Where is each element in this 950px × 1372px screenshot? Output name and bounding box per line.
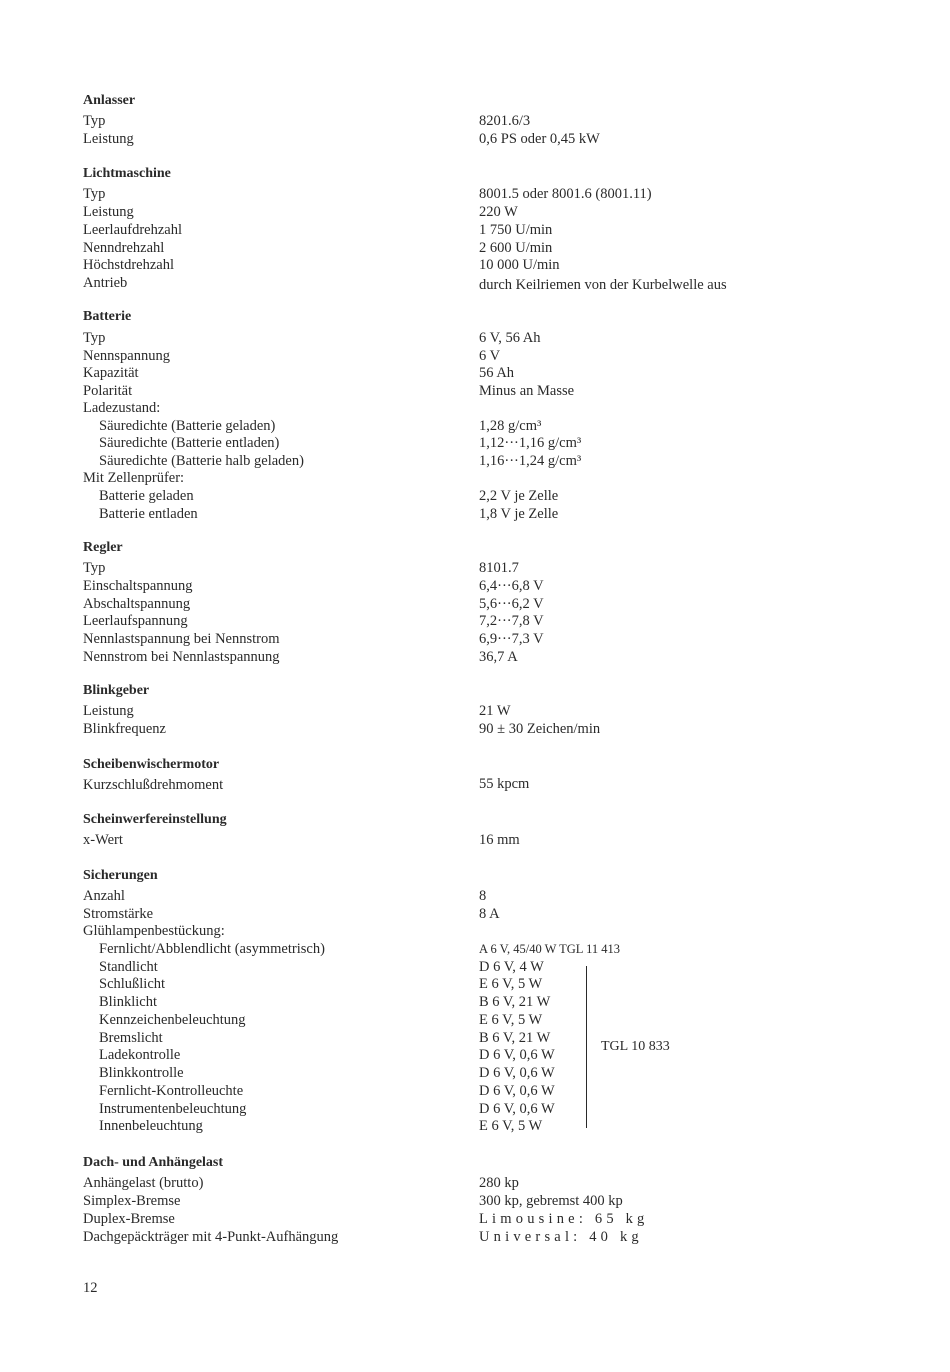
spec-label: Typ	[83, 330, 106, 346]
spec-value: Minus an Masse	[479, 383, 575, 399]
spec-value: 1,12···1,16 g/cm³	[479, 435, 582, 451]
spec-label: Glühlampenbestückung:	[83, 923, 225, 939]
section-title-anlasser: Anlasser	[83, 93, 136, 108]
spec-label: Stromstärke	[83, 906, 154, 922]
spec-value: 6 V	[479, 348, 501, 364]
page-number: 12	[83, 1280, 98, 1296]
section-title-lichtmaschine: Lichtmaschine	[83, 166, 171, 181]
spec-value: 6 V, 56 Ah	[479, 330, 541, 346]
spec-label: Säuredichte (Batterie geladen)	[99, 418, 276, 434]
spec-value: 8 A	[479, 906, 500, 922]
spec-label: Nennlastspannung bei Nennstrom	[83, 631, 280, 647]
spec-label: Fernlicht/Abblendlicht (asymmetrisch)	[99, 941, 325, 957]
spec-label: Typ	[83, 186, 106, 202]
spec-label: Instrumentenbeleuchtung	[99, 1101, 247, 1117]
spec-value: 300 kp, gebremst 400 kp	[479, 1193, 623, 1209]
spec-value: 16 mm	[479, 832, 520, 848]
spec-label: Blinklicht	[99, 994, 157, 1010]
spec-label: Dachgepäckträger mit 4-Punkt-Aufhängung	[83, 1229, 339, 1245]
spec-value: D 6 V, 0,6 W	[479, 1083, 555, 1099]
spec-label: Ladezustand:	[83, 400, 161, 416]
spec-label: Säuredichte (Batterie halb geladen)	[99, 453, 304, 469]
spec-label: Fernlicht-Kontrolleuchte	[99, 1083, 244, 1099]
spec-value: Universal: 40 kg	[479, 1229, 643, 1245]
spec-label: Polarität	[83, 383, 133, 399]
spec-value: Limousine: 65 kg	[479, 1211, 649, 1227]
spec-label: Typ	[83, 113, 106, 129]
spec-label: Antrieb	[83, 275, 128, 291]
spec-label: Säuredichte (Batterie entladen)	[99, 435, 280, 451]
section-title-scheinwerfereinstellung: Scheinwerfereinstellung	[83, 812, 227, 827]
spec-label: Simplex-Bremse	[83, 1193, 181, 1209]
spec-label: Bremslicht	[99, 1030, 163, 1046]
spec-label: Standlicht	[99, 959, 158, 975]
section-title-blinkgeber: Blinkgeber	[83, 683, 150, 698]
spec-value: A 6 V, 45/40 W TGL 11 413	[479, 942, 620, 956]
spec-value: 8	[479, 888, 487, 904]
spec-label: Abschaltspannung	[83, 596, 191, 612]
spec-value: E 6 V, 5 W	[479, 976, 543, 992]
spec-value: 55 kpcm	[479, 776, 530, 792]
spec-value: 7,2···7,8 V	[479, 613, 544, 629]
spec-value: 1,8 V je Zelle	[479, 506, 559, 522]
spec-label: Anzahl	[83, 888, 125, 904]
spec-value: 2,2 V je Zelle	[479, 488, 559, 504]
spec-value: 0,6 PS oder 0,45 kW	[479, 131, 600, 147]
spec-label: Schlußlicht	[99, 976, 166, 992]
section-title-dach-und-anhaengelast: Dach- und Anhängelast	[83, 1155, 224, 1170]
spec-label: Ladekontrolle	[99, 1047, 181, 1063]
spec-label: Kurzschlußdrehmoment	[83, 777, 224, 793]
spec-label: Kapazität	[83, 365, 139, 381]
spec-value: B 6 V, 21 W	[479, 1030, 551, 1046]
spec-value: durch Keilriemen von der Kurbelwelle aus	[479, 277, 727, 293]
spec-value: 8201.6/3	[479, 113, 531, 129]
spec-label: Leistung	[83, 703, 134, 719]
spec-label: Nennspannung	[83, 348, 170, 364]
spec-value: 280 kp	[479, 1175, 519, 1191]
section-title-batterie: Batterie	[83, 309, 132, 324]
bracket-note: TGL 10 833	[601, 1039, 670, 1054]
spec-value: 56 Ah	[479, 365, 515, 381]
spec-value: E 6 V, 5 W	[479, 1118, 543, 1134]
spec-label: Blinkkontrolle	[99, 1065, 184, 1081]
spec-label: Blinkfrequenz	[83, 721, 166, 737]
spec-label: Duplex-Bremse	[83, 1211, 175, 1227]
spec-value: D 6 V, 4 W	[479, 959, 544, 975]
spec-label: Batterie geladen	[99, 488, 194, 504]
spec-label: Leerlaufspannung	[83, 613, 188, 629]
spec-value: 5,6···6,2 V	[479, 596, 544, 612]
spec-label: Nenndrehzahl	[83, 240, 165, 256]
spec-label: Leistung	[83, 204, 134, 220]
section-title-regler: Regler	[83, 540, 123, 555]
spec-value: 6,9···7,3 V	[479, 631, 544, 647]
spec-value: 36,7 A	[479, 649, 518, 665]
spec-label: Nennstrom bei Nennlastspannung	[83, 649, 280, 665]
section-title-scheibenwischermotor: Scheibenwischermotor	[83, 757, 220, 772]
spec-value: D 6 V, 0,6 W	[479, 1047, 555, 1063]
spec-value: 1,16···1,24 g/cm³	[479, 453, 582, 469]
spec-value: E 6 V, 5 W	[479, 1012, 543, 1028]
spec-label: Kennzeichenbeleuchtung	[99, 1012, 246, 1028]
spec-label: x-Wert	[83, 832, 123, 848]
spec-label: Innenbeleuchtung	[99, 1118, 203, 1134]
spec-label: Einschaltspannung	[83, 578, 193, 594]
spec-value: 10 000 U/min	[479, 257, 560, 273]
spec-value: 21 W	[479, 703, 511, 719]
spec-value: B 6 V, 21 W	[479, 994, 551, 1010]
spec-label: Typ	[83, 560, 106, 576]
grouping-bracket	[582, 966, 587, 1128]
spec-value: 8101.7	[479, 560, 519, 576]
spec-label: Anhängelast (brutto)	[83, 1175, 204, 1191]
spec-label: Batterie entladen	[99, 506, 198, 522]
spec-value: D 6 V, 0,6 W	[479, 1065, 555, 1081]
spec-label: Leerlaufdrehzahl	[83, 222, 183, 238]
spec-label: Höchstdrehzahl	[83, 257, 174, 273]
spec-label: Leistung	[83, 131, 134, 147]
spec-value: 1,28 g/cm³	[479, 418, 542, 434]
spec-value: 220 W	[479, 204, 518, 220]
section-title-sicherungen: Sicherungen	[83, 868, 158, 883]
spec-label: Mit Zellenprüfer:	[83, 470, 185, 486]
spec-value: D 6 V, 0,6 W	[479, 1101, 555, 1117]
spec-value: 1 750 U/min	[479, 222, 553, 238]
spec-value: 8001.5 oder 8001.6 (8001.11)	[479, 186, 652, 202]
spec-value: 2 600 U/min	[479, 240, 553, 256]
spec-value: 90 ± 30 Zeichen/min	[479, 721, 601, 737]
spec-value: 6,4···6,8 V	[479, 578, 544, 594]
